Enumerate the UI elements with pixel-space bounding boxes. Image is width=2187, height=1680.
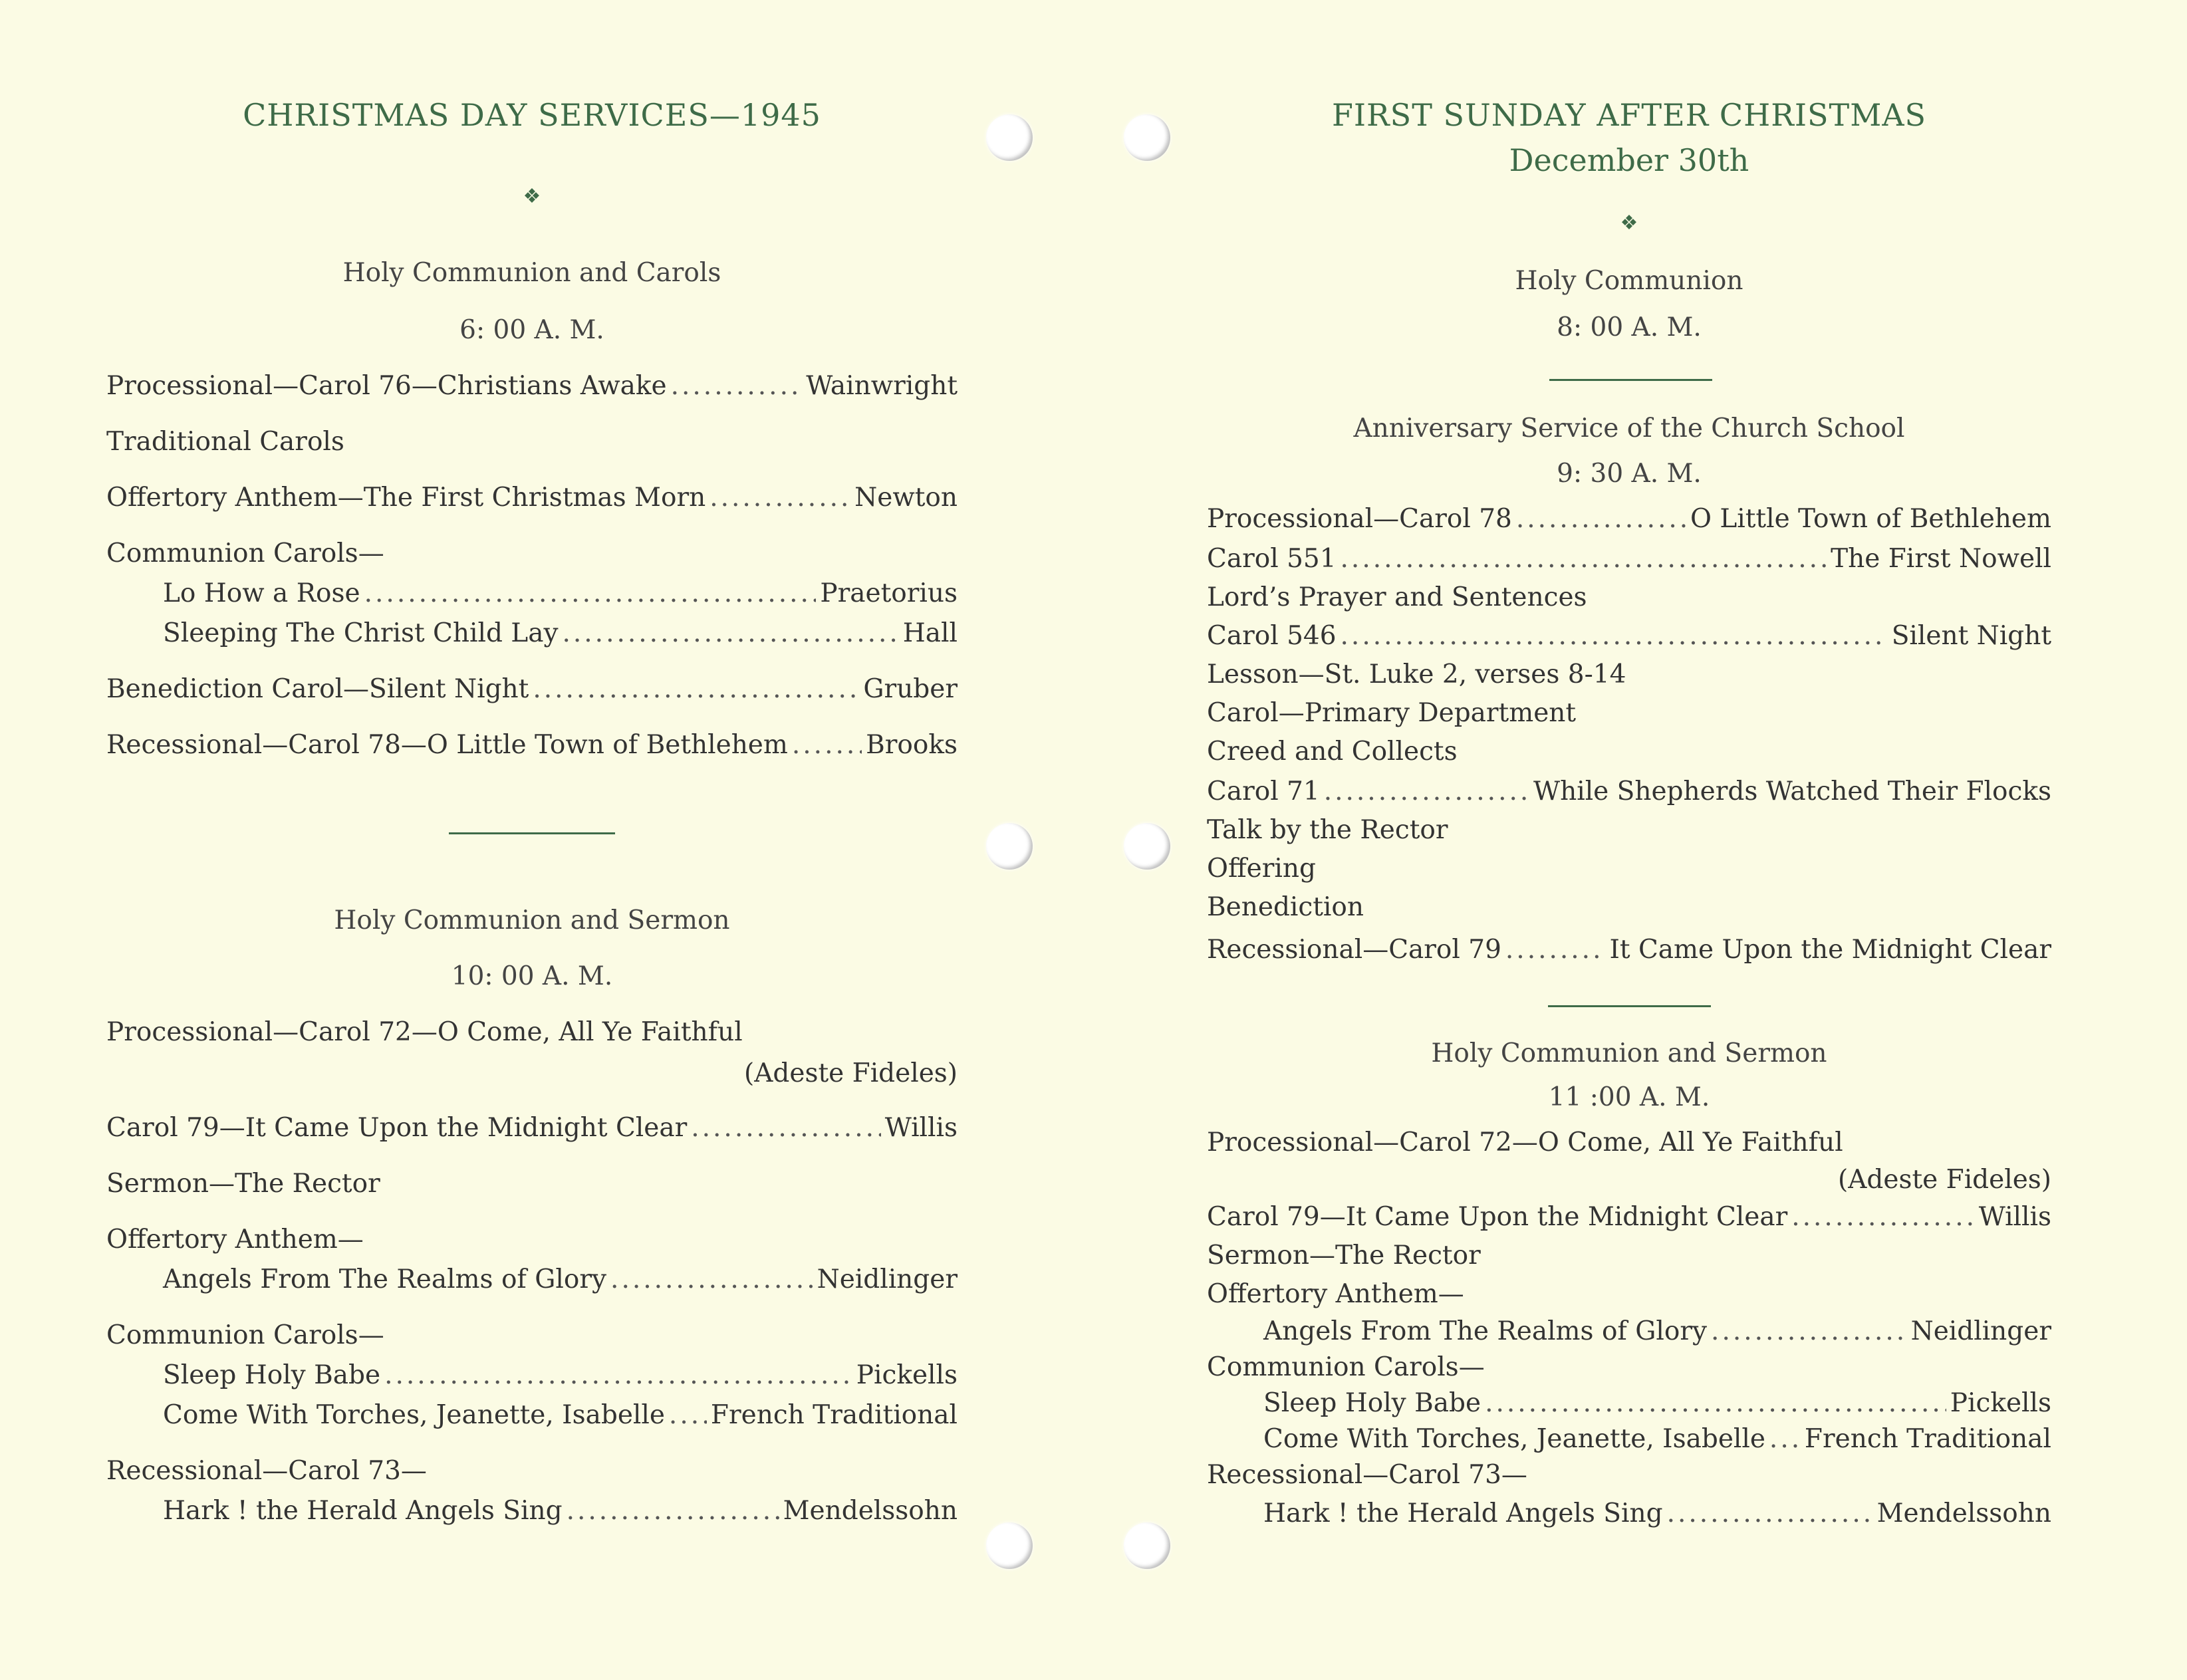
section-divider (1548, 1005, 1711, 1007)
section-divider (449, 832, 615, 834)
service-heading: Holy Communion and Sermon (334, 905, 730, 935)
program-item: Hark ! the Herald Angels Sing ..... Mendelssohn (163, 1496, 958, 1529)
ornament-icon: ❖ (523, 185, 541, 208)
program-item: Hark ! the Herald Angels Sing ..... Mendelssohn (1263, 1499, 2051, 1532)
program-item: Recessional—Carol 79 ..... It Came Upon the Midnight Clear (1207, 935, 2051, 968)
binder-hole (986, 114, 1033, 161)
program-item: Processional—Carol 72—O Come, All Ye Faithful (106, 1017, 743, 1047)
program-item: Creed and Collects (1207, 737, 1458, 767)
program-item: Traditional Carols (106, 427, 344, 457)
program-item: Offertory Anthem—The First Christmas Morn ..... Newton (106, 483, 958, 516)
service-time: 6: 00 A. M. (459, 315, 604, 345)
service-heading: Holy Communion and Carols (342, 258, 721, 288)
program-item: Offertory Anthem— (106, 1225, 364, 1255)
program-item: Talk by the Rector (1207, 815, 1448, 845)
program-item: Communion Carols— (106, 1320, 384, 1350)
program-item: Carol 551 ..... The First Nowell (1207, 544, 2051, 577)
program-item: Recessional—Carol 73— (106, 1456, 427, 1486)
program-item: Recessional—Carol 73— (1207, 1460, 1527, 1490)
program-item: Angels From The Realms of Glory ..... Neidlinger (1263, 1316, 2051, 1350)
program-item: Offertory Anthem— (1207, 1279, 1464, 1309)
program-item: Benediction Carol—Silent Night ..... Gruber (106, 674, 958, 707)
service-time: 10: 00 A. M. (451, 961, 613, 991)
program-item: Lo How a Rose ..... Praetorius (163, 578, 958, 612)
program-item: Carol—Primary Department (1207, 698, 1577, 728)
program-item: Sermon—The Rector (1207, 1241, 1481, 1270)
program-item: Lesson—St. Luke 2, verses 8-14 (1207, 660, 1626, 689)
program-item: Carol 79—It Came Upon the Midnight Clear ..... Willis (106, 1113, 958, 1146)
program-item: Sleep Holy Babe ..... Pickells (163, 1360, 958, 1393)
binder-hole (1124, 1522, 1170, 1569)
service-time: 8: 00 A. M. (1557, 312, 1702, 342)
service-time: 9: 30 A. M. (1557, 459, 1702, 489)
program-item: (Adeste Fideles) (744, 1058, 958, 1088)
service-heading: Holy Communion and Sermon (1431, 1038, 1827, 1068)
program-item: Carol 71 ..... While Shepherds Watched Their Flocks (1207, 777, 2051, 810)
program-item: Sleeping The Christ Child Lay ..... Hall (163, 618, 958, 652)
program-item: Communion Carols— (106, 539, 384, 568)
binder-hole (1124, 114, 1170, 161)
program-item: (Adeste Fideles) (1838, 1165, 2051, 1195)
binder-hole (1124, 823, 1170, 870)
program-item: Lord’s Prayer and Sentences (1207, 582, 1587, 612)
program-item: Recessional—Carol 78—O Little Town of Bethlehem ..... Brooks (106, 730, 958, 763)
service-heading: Anniversary Service of the Church School (1353, 414, 1905, 443)
program-item: Come With Torches, Jeanette, Isabelle ..... French Traditional (1263, 1424, 2051, 1457)
ornament-icon: ❖ (1620, 211, 1638, 235)
program-item: Processional—Carol 72—O Come, All Ye Faithful (1207, 1128, 1843, 1157)
service-heading: Holy Communion (1515, 266, 1743, 296)
page-subtitle: December 30th (1509, 142, 1749, 178)
program-item: Come With Torches, Jeanette, Isabelle ..... French Traditional (163, 1400, 958, 1433)
program-item: Sleep Holy Babe ..... Pickells (1263, 1388, 2051, 1421)
program-item: Sermon—The Rector (106, 1169, 380, 1199)
program-item: Benediction (1207, 892, 1364, 922)
program-item: Angels From The Realms of Glory ..... Neidlinger (163, 1264, 958, 1298)
program-item: Processional—Carol 76—Christians Awake ..... Wainwright (106, 371, 958, 404)
binder-hole (986, 1522, 1033, 1569)
program-item: Processional—Carol 78 ..... O Little Town of Bethlehem (1207, 504, 2051, 537)
program-item: Offering (1207, 854, 1316, 884)
program-item: Carol 79—It Came Upon the Midnight Clear ..... Willis (1207, 1202, 2051, 1235)
binder-hole (986, 823, 1033, 870)
program-item: Communion Carols— (1207, 1352, 1485, 1382)
program-item: Carol 546 ..... Silent Night (1207, 621, 2051, 654)
section-divider (1549, 379, 1712, 381)
service-time: 11 :00 A. M. (1548, 1082, 1710, 1112)
right-page (1207, 0, 2051, 1680)
left-page (106, 0, 958, 1680)
page-title: FIRST SUNDAY AFTER CHRISTMAS (1331, 97, 1927, 133)
page-title: CHRISTMAS DAY SERVICES—1945 (243, 97, 821, 133)
